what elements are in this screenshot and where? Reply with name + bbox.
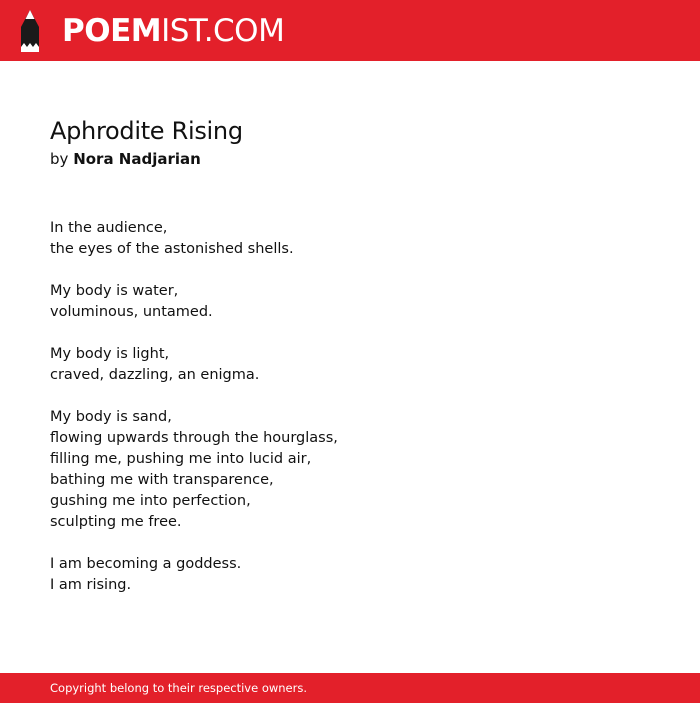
by-label: by [50, 150, 69, 168]
copyright-notice: Copyright belong to their respective owners. [50, 681, 308, 695]
stanza [50, 218, 650, 260]
stanza [50, 344, 650, 386]
poem-title: Aphrodite Rising [50, 117, 243, 145]
site-footer [0, 673, 700, 703]
logo-bold-text: POEM [62, 13, 162, 49]
stanza [50, 281, 650, 323]
poem-line: My body is sand, [50, 409, 172, 425]
poem-line: My body is light, [50, 346, 170, 362]
stanza [50, 407, 650, 533]
site-logo[interactable] [62, 12, 284, 50]
poem-line: bathing me with transparence, [50, 472, 274, 488]
logo-light-text: IST.COM [161, 13, 285, 49]
poem-body [50, 218, 650, 617]
pencil-icon[interactable] [18, 10, 42, 52]
author-name: Nora Nadjarian [73, 150, 201, 168]
site-header [0, 0, 700, 61]
poem-line: I am becoming a goddess. [50, 556, 242, 572]
poem-line: gushing me into perfection, [50, 493, 251, 509]
poem-line: voluminous, untamed. [50, 304, 213, 320]
byline [50, 149, 201, 169]
poem-line: I am rising. [50, 577, 132, 593]
poem-line: craved, dazzling, an enigma. [50, 367, 260, 383]
poem-line: the eyes of the astonished shells. [50, 241, 294, 257]
poem-line: In the audience, [50, 220, 168, 236]
poem-line: filling me, pushing me into lucid air, [50, 451, 312, 467]
stanza [50, 554, 650, 596]
poem-line: sculpting me free. [50, 514, 182, 530]
poem-line: flowing upwards through the hourglass, [50, 430, 338, 446]
poem-line: My body is water, [50, 283, 179, 299]
